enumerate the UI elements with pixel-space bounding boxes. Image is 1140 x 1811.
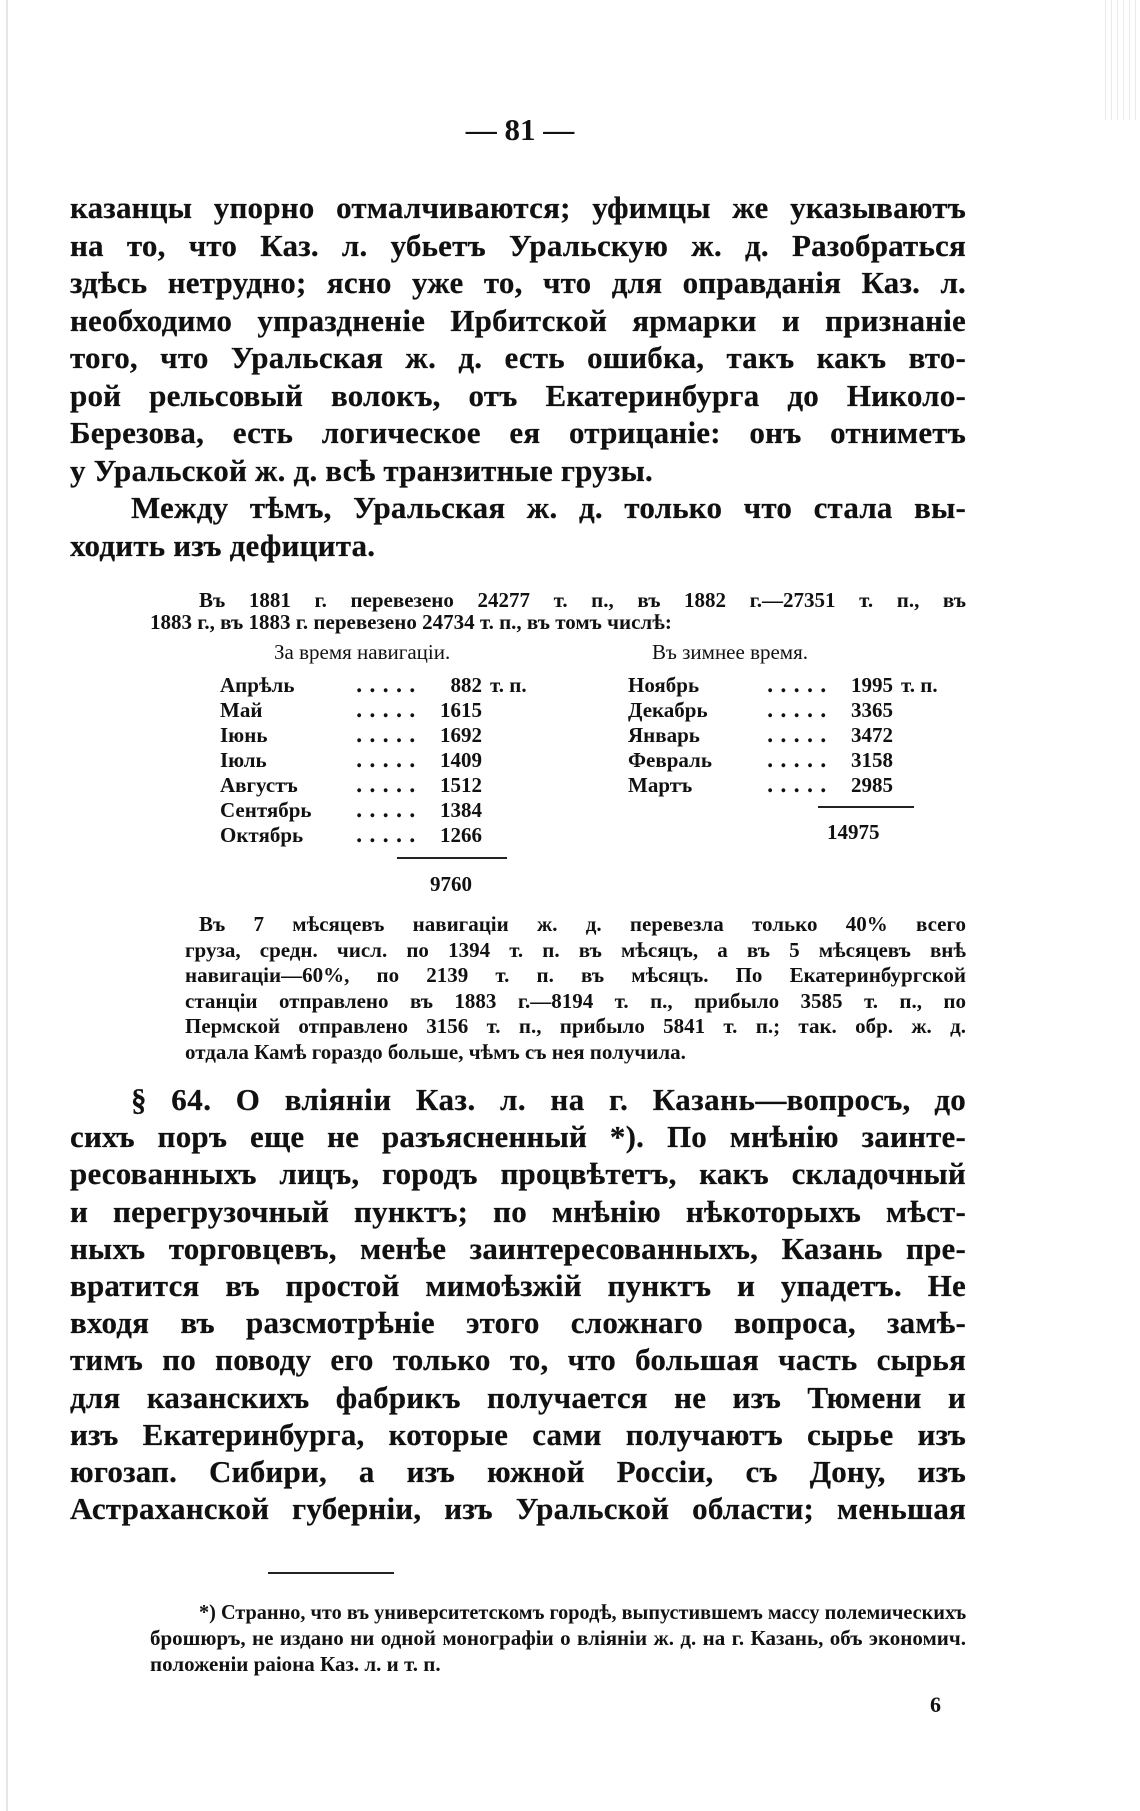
text-line: на то, что Каз. л. убьетъ Уральскую ж. д. Разобраться: [70, 227, 966, 263]
month-value: 1692: [440, 723, 482, 747]
text-line: Въ 7 мѣсяцевъ навигаціи ж. д. перевезла только 40% всего: [199, 912, 966, 936]
text-line: навигаціи—60%, по 2139 т. п. въ мѣсяцъ. По Екатеринбургской: [185, 963, 966, 987]
total-rule: [397, 857, 507, 859]
table-row: [220, 773, 482, 798]
text-line: того, что Уральская ж. д. есть ошибка, такъ какъ вто-: [70, 340, 966, 375]
dot-leader: ․․․․․: [766, 748, 833, 772]
section-64-first-line: [131, 1082, 966, 1118]
table-row: [628, 673, 938, 698]
month-label: Декабрь: [628, 698, 708, 722]
text-line: у Уральской ж. д. всѣ транзитные грузы.: [70, 452, 653, 488]
text-line: груза, средн. числ. по 1394 т. п. въ мѣсяцъ, а въ 5 мѣсяцевъ внѣ: [185, 937, 966, 962]
signature-mark: 6: [930, 1692, 941, 1717]
month-value: 882: [450, 673, 482, 697]
unit-label: т. п.: [901, 673, 938, 697]
scan-corner-noise: [1100, 0, 1140, 120]
table-header: За время навигаціи.: [274, 640, 451, 664]
table-header: Въ зимнее время.: [652, 640, 809, 664]
month-label: Октябрь: [220, 823, 304, 847]
navigation-total: 9760: [430, 872, 472, 896]
text-line: Въ 1881 г. перевезено 24277 т. п., въ 1882 г.—27351 т. п., въ: [199, 588, 966, 612]
table-row: [220, 798, 482, 823]
dot-leader: ․․․․․: [355, 798, 422, 822]
text-line: казанцы упорно отмалчиваются; уфимцы же указываютъ: [70, 190, 966, 225]
winter-total: 14975: [827, 820, 880, 844]
dot-leader: ․․․․․: [355, 698, 422, 722]
text-line: необходимо упраздненіе Ирбитской ярмарки и признаніе: [70, 302, 966, 338]
month-value: 1266: [440, 823, 482, 847]
month-label: Май: [220, 698, 263, 722]
section-heading: § 64. О вліяніи Каз. л. на г. Казань: [131, 1082, 756, 1117]
month-value: 1615: [440, 698, 482, 722]
table-row: [628, 698, 893, 723]
table-row: [220, 723, 482, 748]
text-line: брошюръ, не издано ни одной монографіи о вліяніи ж. д. на г. Казань, объ экономич.: [150, 1626, 966, 1650]
scan-left-edge: [6, 0, 8, 1811]
text-line: станціи отправлено въ 1883 г.—8194 т. п., прибыло 3585 т. п., по: [185, 988, 966, 1013]
month-value: 3158: [851, 748, 893, 772]
month-label: Февраль: [628, 748, 712, 772]
page-number: — 81 —: [465, 112, 575, 147]
text-line: изъ Екатеринбурга, которые сами получаютъ сырье изъ: [70, 1416, 966, 1452]
table-row: [220, 823, 482, 848]
text-line: сихъ поръ еще не разъясненный *). По мнѣнію заинте-: [70, 1119, 966, 1155]
section-text: —вопросъ, до: [755, 1082, 966, 1117]
month-value: 1995: [851, 673, 893, 697]
text-line: 1883 г., въ 1883 г. перевезено 24734 т. п., въ томъ числѣ:: [150, 610, 672, 634]
text-line: Березова, есть логическое ея отрицаніе: онъ отниметъ: [70, 415, 966, 450]
dot-leader: ․․․․․: [766, 723, 833, 747]
text-line: *) Странно, что въ университетскомъ городѣ, выпустившемъ массу полемическихъ: [199, 1600, 967, 1624]
text-line: рой рельсовый волокъ, отъ Екатеринбурга до Николо-: [70, 377, 966, 413]
total-rule: [818, 806, 914, 808]
month-value: 1409: [440, 748, 482, 772]
table-row: [628, 723, 893, 748]
text-line: отдала Камѣ гораздо больше, чѣмъ съ нея получила.: [185, 1039, 686, 1064]
dot-leader: ․․․․․: [355, 673, 422, 697]
month-value: 3472: [851, 723, 893, 747]
dot-leader: ․․․․․: [766, 773, 833, 797]
dot-leader: ․․․․․: [766, 673, 833, 697]
month-value: 1512: [440, 773, 482, 797]
dot-leader: ․․․․․: [355, 748, 422, 772]
text-line: Пермской отправлено 3156 т. п., прибыло 5841 т. п.; так. обр. ж. д.: [185, 1014, 966, 1038]
table-row: [220, 673, 527, 698]
table-row: [628, 748, 893, 773]
month-label: Мартъ: [628, 773, 693, 797]
unit-label: т. п.: [490, 673, 527, 697]
month-value: 1384: [440, 798, 482, 822]
month-label: Январь: [628, 723, 700, 747]
dot-leader: ․․․․․: [766, 698, 833, 722]
text-line: вратится въ простой мимоѣзжій пунктъ и упадетъ. Не: [70, 1268, 966, 1303]
text-line: ныхъ торговцевъ, менѣе заинтересованныхъ, Казань пре-: [70, 1230, 966, 1266]
text-line: и перегрузочный пунктъ; по мнѣнію нѣкоторыхъ мѣст-: [70, 1193, 966, 1229]
month-label: Іюнь: [220, 723, 268, 747]
text-line: для казанскихъ фабрикъ получается не изъ Тюмени и: [70, 1379, 966, 1415]
month-label: Сентябрь: [220, 798, 312, 822]
text-line: входя въ разсмотрѣніе этого сложнаго вопроса, замѣ-: [70, 1305, 966, 1341]
month-label: Ноябрь: [628, 673, 700, 697]
table-row: [220, 748, 482, 773]
footnote-rule: [268, 1572, 394, 1574]
text-line: ходить изъ дефицита.: [70, 527, 376, 563]
text-line: югозап. Сибири, а изъ южной Россіи, съ Дону, изъ: [70, 1454, 966, 1489]
dot-leader: ․․․․․: [355, 773, 422, 797]
month-value: 2985: [851, 773, 893, 797]
text-line: ресованныхъ лицъ, городъ процвѣтетъ, какъ складочный: [70, 1156, 966, 1192]
text-line: Астраханской губерніи, изъ Уральской области; меньшая: [70, 1491, 966, 1527]
text-line: положеніи раіона Каз. л. и т. п.: [150, 1652, 441, 1676]
month-label: Іюль: [220, 748, 267, 772]
table-row: [220, 698, 482, 723]
month-value: 3365: [851, 698, 893, 722]
text-line: тимъ по поводу его только то, что большая часть сырья: [70, 1342, 966, 1378]
dot-leader: ․․․․․: [355, 823, 422, 847]
month-label: Апрѣль: [220, 673, 295, 697]
dot-leader: ․․․․․: [355, 723, 422, 747]
text-line: Между тѣмъ, Уральская ж. д. только что стала вы-: [131, 490, 966, 525]
month-label: Августъ: [220, 773, 298, 797]
text-line: здѣсь нетрудно; ясно уже то, что для оправданія Каз. л.: [70, 265, 966, 300]
table-row: [628, 773, 893, 798]
